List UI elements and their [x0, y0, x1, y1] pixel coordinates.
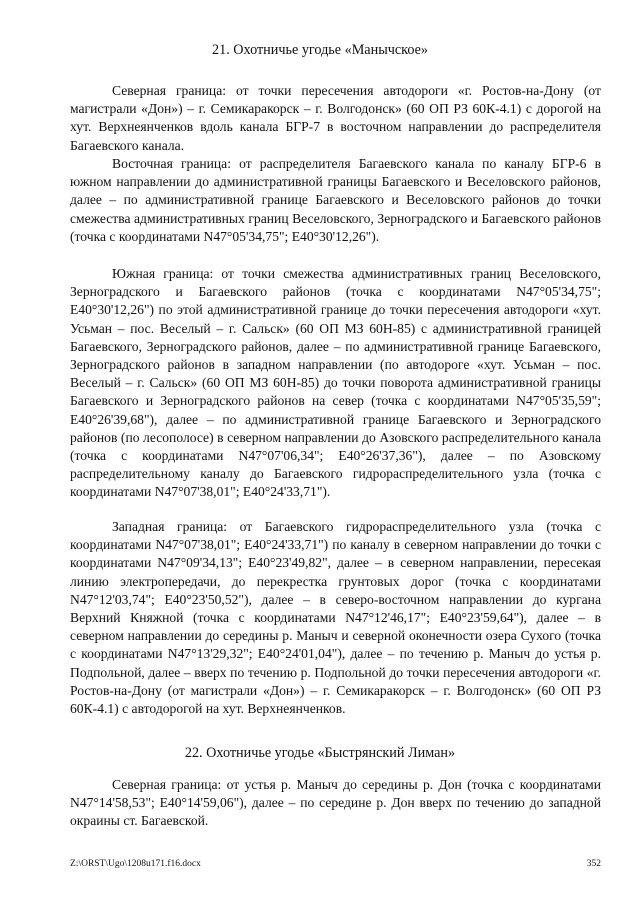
section-21-west-boundary: Западная граница: от Багаевского гидрораспределительного узла (точка с координатами N47°07'38,01"; E40°24'33,71") по каналу в северном направлении до точки с координатами N47°09'34,13"; E40°23'49,82", далее – в северном направлении, пересекая линию электропередачи, до перекрестка грунтовых дорог (точка с координатами N47°12'03,74"; E40°23'50,52"), далее – в северо-восточном направлении до кургана Верхний Княжной (точка с координатами N47°12'46,17"; E40°23'59,64"), далее – в северном направлении до середины р. Маныч и северной оконечности озера Сухого (точка с координатами N47°13'29,32"; E40°24'01,04"), далее – по течению р. Маныч до устья р. Подпольной, далее – вверх по течению р. Подпольной до точки пересечения автодороги «г. Ростов-на-Дону (от магистрали «Дон») – г. Семикаракорск – г. Волгодонск» (60 ОП РЗ 60К-4.1) с автодорогой на хут. Верхнеянченков. — [70, 519, 601, 717]
section-22-north-boundary: Северная граница: от устья р. Маныч до середины р. Дон (точка с координатами N47°14'58,53"; E40°14'59,06"), далее – по середине р. Дон вверх по течению до западной окраины ст. Багаевской. — [70, 777, 601, 829]
page-footer — [70, 858, 601, 870]
footer-page-number: 352 — [586, 859, 601, 869]
section-21-east-boundary: Восточная граница: от распределителя Багаевского канала по каналу БГР-6 в южном направлении до административной границы Багаевского и Веселовского районов, далее – по административной границе Багаевского и Веселовского районов до точки смежества административных границ Веселовского, Зерноградского и Багаевского районов (точка с координатами N47°05'34,75"; E40°30'12,26"). — [70, 156, 601, 244]
section-22-title: 22. Охотничье угодье «Быстрянский Лиман» — [184, 745, 456, 761]
footer-file-path: Z:\ORST\Ugo\1208u171.f16.docx — [70, 859, 201, 869]
section-21-title: 21. Охотничье угодье «Манычское» — [212, 42, 428, 58]
section-21-south-boundary: Южная граница: от точки смежества административных границ Веселовского, Зерноградского и Багаевского районов (точка с координатами N47°05'34,75"; E40°30'12,26") по этой административной границе до точки пересечения автодороги «хут. Усьман – пос. Веселый – г. Сальск» (60 ОП МЗ 60Н-85) с административной границей Багаевского, Зерноградского районов, далее – по административной границе Багаевского, Зерноградского районов в западном направлении (по автодороге «хут. Усьман – пос. Веселый – г. Сальск» (60 ОП МЗ 60Н-85) до точки поворота административной границы Багаевского и Зерноградского районов на север (точка с координатами N47°05'35,59"; E40°26'39,68"), далее – по административной границе Багаевского и Зерноградского районов (по лесополосе) в северном направлении до Азовского распределительного канала (точка с координатами N47°07'06,34"; E40°26'37,36"), далее – по Азовскому распределительному каналу до Багаевского гидрораспределительного узла (точка с координатами N47°07'38,01"; E40°24'33,71"). — [70, 266, 601, 500]
section-21-north-boundary: Северная граница: от точки пересечения автодороги «г. Ростов-на-Дону (от магистрали «Дон») – г. Семикаракорск – г. Волгодонск» (60 ОП РЗ 60К-4.1) с дорогой на хут. Верхнеянченков вдоль канала БГР-7 в восточном направлении до распределителя Багаевского канала. — [70, 83, 601, 153]
